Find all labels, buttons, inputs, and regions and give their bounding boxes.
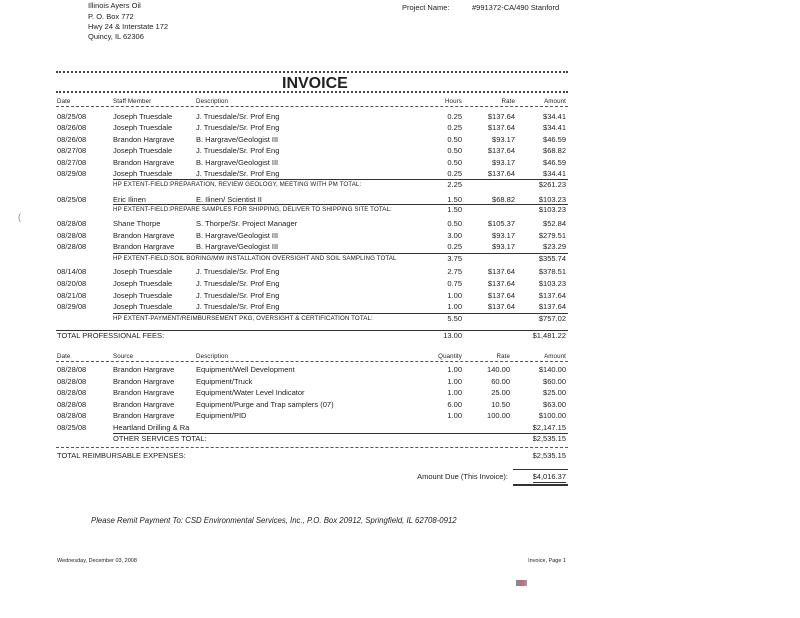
- divider: [56, 71, 568, 73]
- amount-due-label: Amount Due (This Invoice):: [417, 472, 508, 481]
- scan-artifact: (: [18, 212, 21, 222]
- row-description: Equipment/Truck: [196, 376, 253, 386]
- row-amount: $63.00: [543, 399, 566, 409]
- row-rate: 10.50: [491, 399, 510, 409]
- row-description: B. Hargrave/Geologist III: [196, 242, 279, 251]
- row-hours: 1.50: [447, 195, 462, 204]
- group-total-hours: 5.50: [447, 314, 462, 323]
- row-source: Brandon Hargrave: [113, 411, 175, 420]
- row-quantity: 6.00: [447, 399, 462, 409]
- row-description: J. Truesdale/Sr. Prof Eng: [196, 302, 280, 311]
- row-description: J. Truesdale/Sr. Prof Eng: [196, 123, 280, 132]
- row-amount: $103.23: [538, 279, 566, 288]
- row-description: J. Truesdale/Sr. Prof Eng: [196, 146, 280, 155]
- remit-to: Please Remit Payment To: CSD Environmental Services, Inc., P.O. Box 20912, Springfield, IL 62708-0912: [91, 516, 457, 525]
- row-date: 08/14/08: [57, 267, 87, 276]
- row-staff: Joseph Truesdale: [113, 302, 173, 311]
- row-staff: Joseph Truesdale: [113, 146, 173, 155]
- total-professional-amount: $1,481.22: [532, 331, 566, 340]
- row-hours: 0.50: [447, 135, 462, 144]
- col-date: Date: [57, 98, 71, 105]
- col-staff: Staff Member: [113, 98, 152, 105]
- row-rate: $68.82: [492, 195, 515, 204]
- row-description: J. Truesdale/Sr. Prof Eng: [196, 267, 280, 276]
- row-hours: 2.75: [447, 267, 462, 276]
- row-amount: $34.41: [543, 169, 566, 178]
- row-date: 08/27/08: [57, 158, 87, 167]
- row-source: Brandon Hargrave: [113, 399, 175, 409]
- row-rate: $137.64: [487, 302, 515, 311]
- row-staff: Brandon Hargrave: [113, 158, 175, 167]
- col-hours: Hours: [444, 98, 462, 105]
- row-description: J. Truesdale/Sr. Prof Eng: [196, 291, 280, 300]
- row-source: Brandon Hargrave: [113, 365, 175, 374]
- total-reimbursable-label: TOTAL REIMBURSABLE EXPENSES:: [57, 451, 186, 460]
- row-hours: 0.25: [447, 123, 462, 132]
- row-quantity: 1.00: [447, 388, 462, 397]
- row-rate: $137.64: [487, 112, 515, 121]
- row-amount: $137.64: [538, 291, 566, 300]
- group-total-hours: 3.75: [447, 254, 462, 263]
- row-amount: $34.41: [543, 123, 566, 132]
- row-staff: Joseph Truesdale: [113, 279, 173, 288]
- row-date: 08/28/08: [57, 242, 87, 251]
- client-address-1: P. O. Box 772: [88, 12, 134, 21]
- group-total-amount: $103.23: [538, 205, 566, 214]
- other-services-amount: $2,535.15: [532, 434, 566, 443]
- row-rate: $93.17: [492, 135, 515, 144]
- group-total-label: HP EXTENT-FIELD:PREPARATION, REVIEW GEOLOGY, MEETING WITH PM TOTAL:: [113, 181, 362, 188]
- other-services-label: OTHER SERVICES TOTAL:: [113, 434, 207, 443]
- exp-col-quantity: Quantity: [438, 353, 462, 360]
- row-staff: Brandon Hargrave: [113, 242, 175, 251]
- row-quantity: 1.00: [447, 411, 462, 420]
- row-amount: $137.64: [538, 302, 566, 311]
- row-hours: 0.25: [447, 112, 462, 121]
- row-rate: $137.64: [487, 123, 515, 132]
- row-amount: $100.00: [538, 411, 566, 420]
- row-rate: $137.64: [487, 267, 515, 276]
- row-rate: 100.00: [487, 411, 510, 420]
- row-date: 08/28/08: [57, 365, 87, 374]
- group-total-amount: $757.02: [538, 314, 566, 323]
- row-hours: 0.25: [447, 169, 462, 178]
- row-amount: $68.82: [543, 146, 566, 155]
- group-total-hours: 2.25: [447, 180, 462, 189]
- row-source: Heartland Drilling & Ra: [113, 422, 190, 432]
- exp-col-rate: Rate: [496, 353, 510, 360]
- row-rate: $93.17: [492, 231, 515, 240]
- row-date: 08/28/08: [57, 399, 87, 409]
- row-description: J. Truesdale/Sr. Prof Eng: [196, 279, 280, 288]
- row-rate: $137.64: [487, 169, 515, 178]
- row-description: Equipment/Purge and Trap samplers (07): [196, 399, 334, 409]
- row-description: E. Ilinen/ Scientist II: [196, 195, 262, 204]
- row-date: 08/29/08: [57, 302, 87, 311]
- row-date: 08/28/08: [57, 411, 87, 420]
- row-date: 08/28/08: [57, 376, 87, 386]
- divider: [56, 91, 568, 93]
- row-description: B. Hargrave/Geologist III: [196, 135, 279, 144]
- row-date: 08/28/08: [57, 388, 87, 397]
- total-reimbursable-amount: $2,535.15: [532, 451, 566, 460]
- row-quantity: 1.00: [447, 376, 462, 386]
- row-date: 08/25/08: [57, 112, 87, 121]
- row-quantity: 1.00: [447, 365, 462, 374]
- row-date: 08/25/08: [57, 422, 87, 432]
- row-date: 08/20/08: [57, 279, 87, 288]
- col-rate: Rate: [501, 98, 515, 105]
- row-staff: Brandon Hargrave: [113, 231, 175, 240]
- row-staff: Joseph Truesdale: [113, 291, 173, 300]
- row-staff: Shane Thorpe: [113, 219, 161, 228]
- row-staff: Brandon Hargrave: [113, 135, 175, 144]
- group-total-amount: $355.74: [538, 254, 566, 263]
- exp-col-date: Date: [57, 353, 71, 360]
- row-hours: 1.00: [447, 302, 462, 311]
- row-description: B. Hargrave/Geologist III: [196, 158, 279, 167]
- row-rate: 25.00: [491, 388, 510, 397]
- row-hours: 3.00: [447, 231, 462, 240]
- row-date: 08/26/08: [57, 123, 87, 132]
- row-description: Equipment/PID: [196, 411, 247, 420]
- row-amount: $52.84: [543, 219, 566, 228]
- row-rate: $105.37: [487, 219, 515, 228]
- row-amount: $103.23: [538, 195, 566, 204]
- row-staff: Joseph Truesdale: [113, 267, 173, 276]
- row-description: Equipment/Well Development: [196, 365, 295, 374]
- row-description: B. Hargrave/Geologist III: [196, 231, 279, 240]
- row-date: 08/26/08: [57, 135, 87, 144]
- col-amount: Amount: [544, 98, 566, 105]
- total-professional-hours: 13.00: [443, 331, 462, 340]
- row-source: Brandon Hargrave: [113, 388, 175, 397]
- row-amount: $23.29: [543, 242, 566, 251]
- exp-col-description: Description: [196, 353, 229, 360]
- amount-due-value: $4,016.37: [532, 472, 566, 481]
- row-hours: 0.50: [447, 146, 462, 155]
- footer-date: Wednesday, December 03, 2008: [57, 558, 137, 564]
- row-rate: $93.17: [492, 158, 515, 167]
- row-hours: 0.50: [447, 158, 462, 167]
- footer-page: Invoice, Page 1: [528, 558, 566, 564]
- invoice-title: INVOICE: [282, 75, 348, 92]
- group-total-label: HP EXTENT-FIELD:SOIL BORING/MW INSTALLATION OVERSIGHT AND SOIL SAMPLING TOTAL: [113, 255, 397, 262]
- row-amount: $60.00: [543, 376, 566, 386]
- group-total-label: HP EXTENT-PAYMENT/REIMBURSEMENT PKG, OVERSIGHT & CERTIFICATION TOTAL:: [113, 315, 373, 322]
- row-description: Equipment/Water Level Indicator: [196, 388, 305, 397]
- row-date: 08/21/08: [57, 291, 87, 300]
- row-date: 08/25/08: [57, 195, 87, 204]
- row-hours: 1.00: [447, 291, 462, 300]
- row-date: 08/28/08: [57, 231, 87, 240]
- row-staff: Joseph Truesdale: [113, 169, 173, 178]
- col-description: Description: [196, 98, 229, 105]
- row-hours: 0.25: [447, 242, 462, 251]
- client-name: Illinois Ayers Oil: [88, 1, 141, 10]
- row-rate: $137.64: [487, 291, 515, 300]
- row-description: J. Truesdale/Sr. Prof Eng: [196, 169, 280, 178]
- project-name: #991372-CA/490 Stanford: [472, 3, 560, 12]
- row-amount: $25.00: [543, 388, 566, 397]
- row-date: 08/28/08: [57, 219, 87, 228]
- row-amount: $279.51: [538, 231, 566, 240]
- row-source: Brandon Hargrave: [113, 376, 175, 386]
- client-address-3: Quincy, IL 62306: [88, 32, 144, 41]
- client-address-2: Hwy 24 & Interstate 172: [88, 22, 169, 31]
- project-label: Project Name:: [402, 3, 450, 12]
- row-rate: $137.64: [487, 146, 515, 155]
- row-hours: 0.75: [447, 279, 462, 288]
- row-staff: Joseph Truesdale: [113, 123, 173, 132]
- row-date: 08/29/08: [57, 169, 87, 178]
- row-hours: 0.50: [447, 219, 462, 228]
- row-rate: 140.00: [487, 365, 510, 374]
- total-professional-label: TOTAL PROFESSIONAL FEES:: [57, 331, 165, 340]
- row-staff: Eric Ilinen: [113, 195, 146, 204]
- group-total-label: HP EXTENT-FIELD:PREPARE SAMPLES FOR SHIPPING, DELIVER TO SHIPPING SITE TOTAL:: [113, 206, 392, 213]
- row-staff: Joseph Truesdale: [113, 112, 173, 121]
- row-date: 08/27/08: [57, 146, 87, 155]
- row-description: J. Truesdale/Sr. Prof Eng: [196, 112, 280, 121]
- row-description: S. Thorpe/Sr. Project Manager: [196, 219, 298, 228]
- row-rate: 60.00: [491, 376, 510, 386]
- row-amount: $2,147.15: [532, 422, 566, 432]
- exp-col-source: Source: [113, 353, 134, 360]
- group-total-amount: $261.23: [538, 180, 566, 189]
- row-rate: $137.64: [487, 279, 515, 288]
- row-amount: $34.41: [543, 112, 566, 121]
- exp-col-amount: Amount: [544, 353, 566, 360]
- scan-mark-icon: [516, 580, 527, 586]
- group-total-hours: 1.50: [447, 205, 462, 214]
- row-amount: $140.00: [538, 365, 566, 374]
- row-amount: $378.51: [538, 267, 566, 276]
- row-amount: $46.59: [543, 135, 566, 144]
- row-rate: $93.17: [492, 242, 515, 251]
- row-amount: $46.59: [543, 158, 566, 167]
